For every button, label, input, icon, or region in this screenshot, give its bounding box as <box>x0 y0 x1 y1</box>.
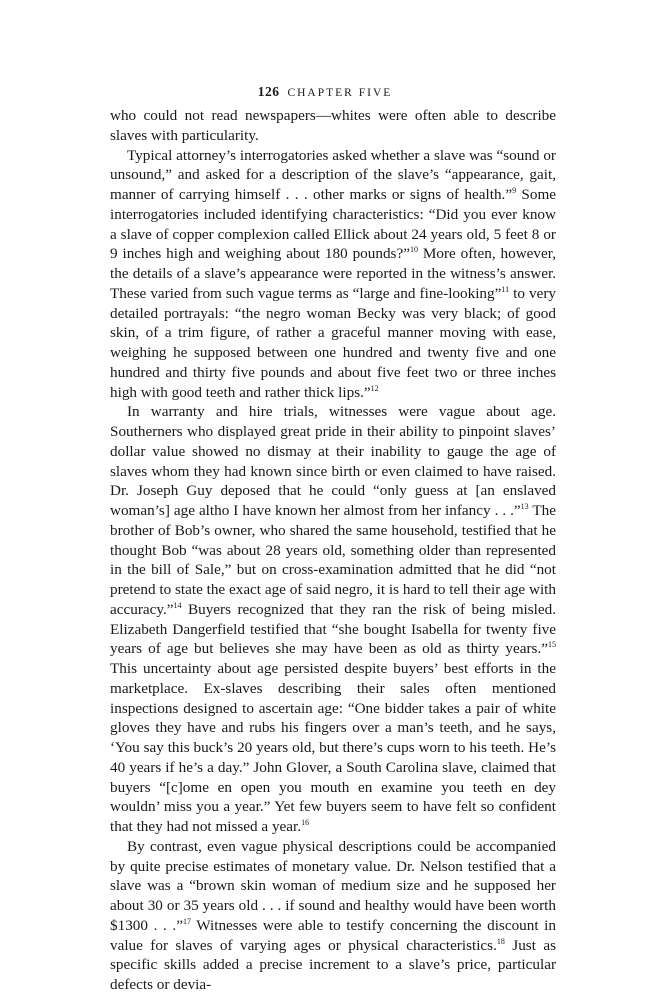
text-run: Buyers recognized that they ran the risk of being misled. Elizabeth Dangerfield testified that “she bought Isabella for twenty five years of age but believes she may have been as old as thirty years.” <box>110 600 556 658</box>
footnote-marker: 9 <box>512 185 517 195</box>
footnote-marker: 11 <box>501 284 510 294</box>
text-run: Just as specific skills added a precise increment to a slave’s price, particular defects or devia- <box>110 936 556 993</box>
text-run: Witnesses were able to testify concerning the discount in value for slaves of varying ages or physical characteristics. <box>110 916 556 954</box>
footnote-marker: 10 <box>409 245 418 255</box>
paragraph <box>110 146 556 403</box>
footnote-marker: 15 <box>548 640 556 650</box>
text-run: More often, however, the details of a slave’s appearance were reported in the witness’s answer. These varied from such vague terms as “large and fine-looking” <box>110 245 556 302</box>
paragraph <box>110 837 556 995</box>
running-head <box>0 84 650 100</box>
paragraph <box>110 402 556 837</box>
page-number: 126 <box>257 84 280 99</box>
footnote-marker: 14 <box>173 600 182 610</box>
text-run: The brother of Bob’s owner, who shared the same household, testified that he thought Bob “was about 28 years old, something older than represented in the bill of Sale,” but on cross-examination admitted that he did “not pretend to state the exact age of said negro, it is hard to tell their age with accuracy.” <box>110 502 556 618</box>
text-run: to very detailed portrayals: “the negro woman Becky was very black; of good skin, of a trim figure, of rather a graceful manner moving with ease, weighing he supposed between one hundred and twenty five and one hundred and thirty five pounds and about five feet two or three inches high with good teeth and rather thick lips.” <box>110 284 556 401</box>
text-run: Some interrogatories included identifying characteristics: “Did you ever know a slave of copper complexion called Ellick about 24 years old, 5 feet 8 or 9 inches high and weighing about 180 pounds?” <box>110 186 556 263</box>
footnote-marker: 18 <box>496 936 505 946</box>
footnote-marker: 12 <box>370 383 379 393</box>
text-run: This uncertainty about age persisted despite buyers’ best efforts in the marketplace. Ex-slaves describing their sales often mentioned inspections designed to ascertain age: “One bidder takes a pair of white gloves they have and rubs his fingers over a man’s teeth, and he says, ‘You say this buck’s 20 years old, but there’s cups worn to his teeth. He’s 40 years if he’s a day.” John Glover, a South Carolina slave, claimed that buyers “[c]ome en open you mouth en examine you teeth en dey wouldn’ miss you a year.” Yet few buyers seem to have felt so confident that they had not missed a year. <box>110 660 556 835</box>
text-run: Typical attorney’s interrogatories asked whether a slave was “sound or unsound,” and asked for a description of the slave’s “appearance, gait, manner of carrying himself . . . other marks or signs of health.” <box>110 146 556 203</box>
footnote-marker: 17 <box>182 916 191 926</box>
paragraph <box>110 106 556 146</box>
text-run: In warranty and hire trials, witnesses were vague about age. Southerners who displayed great pride in their ability to pinpoint slaves’ dollar value showed no dismay at their inability to gauge the age of slaves whom they had known since birth or even claimed to have raised. Dr. Joseph Guy deposed that he could “only guess at [an enslaved woman’s] age altho I have known her almost from her infancy . . .” <box>110 403 556 519</box>
footnote-marker: 13 <box>520 501 529 511</box>
chapter-label: CHAPTER FIVE <box>287 87 393 99</box>
footnote-marker: 16 <box>301 817 310 827</box>
text-run: By contrast, even vague physical descriptions could be accompanied by quite precise estimates of monetary value. Dr. Nelson testified that a slave was a “brown skin woman of medium size and he supposed her about 30 or 35 years old . . . if sound and healthy would have been worth $1300 . . .” <box>110 837 556 934</box>
text-run: who could not read newspapers—whites were often able to describe slaves with particularity. <box>110 107 556 144</box>
body-text <box>110 106 556 995</box>
